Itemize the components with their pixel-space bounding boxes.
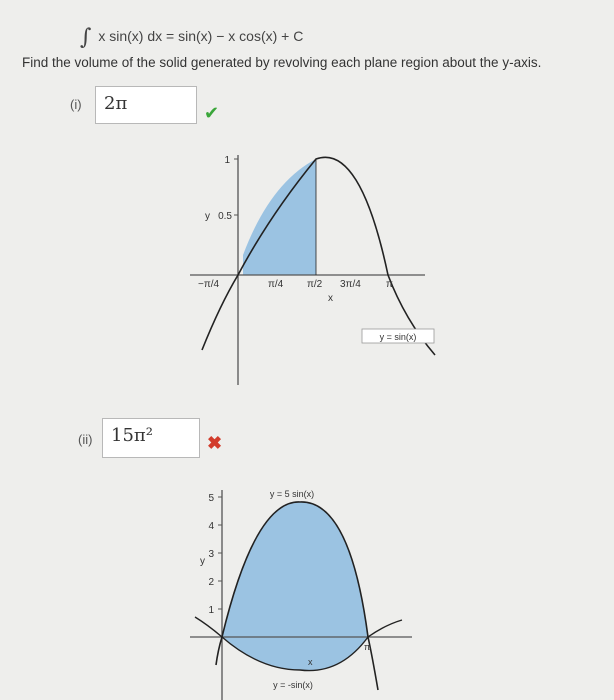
integral-formula-text: x sin(x) dx = sin(x) − x cos(x) + C	[98, 28, 304, 44]
part-ii-label: (ii)	[78, 432, 93, 447]
answer-field-ii[interactable]	[102, 418, 200, 458]
pi-marker: π	[364, 642, 371, 652]
x-tick-pi-4: π/4	[268, 279, 284, 290]
curve-sin-x	[202, 157, 435, 355]
answer-i-value: 2π	[104, 93, 128, 114]
y-tick-1: 1	[208, 605, 214, 616]
part-i-label: (i)	[70, 97, 82, 112]
y-tick-2: 2	[208, 577, 214, 588]
shaded-region-i	[243, 159, 316, 275]
graph-region-i	[190, 145, 440, 390]
x-tick-pi: π	[386, 279, 393, 290]
incorrect-cross-icon: ✖	[207, 433, 223, 453]
lower-curve-label: y = -sin(x)	[273, 680, 313, 690]
x-axis-label: x	[328, 293, 333, 304]
question-prompt: Find the volume of the solid generated by revolving each plane region about the y-axis.	[22, 55, 542, 70]
shaded-region-ii	[222, 502, 371, 671]
x-axis-label: x	[308, 657, 313, 667]
answer-ii-value: 15π²	[111, 425, 153, 446]
x-tick-neg-pi-4: −π/4	[198, 279, 220, 290]
curve-label-sin: y = sin(x)	[379, 332, 417, 342]
y-axis-label: y	[205, 211, 210, 222]
y-tick-0-5: 0.5	[218, 211, 232, 222]
x-tick-3pi-4: 3π/4	[340, 279, 361, 290]
integral-sign: ∫	[80, 25, 92, 50]
graph-region-ii	[180, 480, 420, 700]
y-tick-3: 3	[208, 549, 214, 560]
y-tick-4: 4	[208, 521, 214, 532]
integral-formula	[80, 22, 304, 50]
y-axis-label: y	[200, 556, 205, 567]
x-tick-pi-2: π/2	[307, 279, 323, 290]
upper-curve-label: y = 5 sin(x)	[269, 489, 315, 499]
correct-check-icon: ✔	[204, 103, 220, 123]
y-tick-5: 5	[208, 493, 214, 504]
y-tick-1: 1	[224, 155, 230, 166]
answer-field-i[interactable]	[95, 86, 197, 124]
